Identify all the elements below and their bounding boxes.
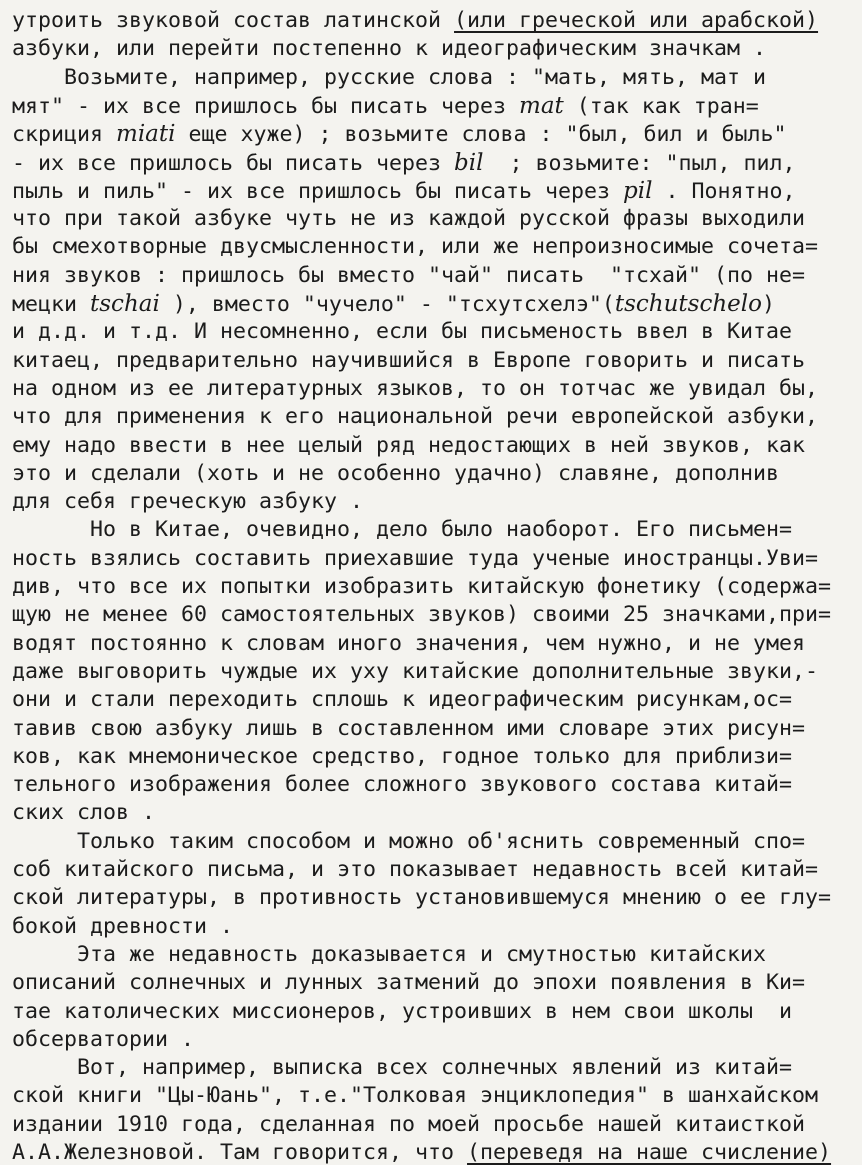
typed-text: для себя греческую азбуку . xyxy=(12,489,364,515)
typed-text: и д.д. и т.д. И несомненно, если бы письменость ввел в Китае xyxy=(12,319,793,345)
typed-text: ; возьмите: "пыл, пил, xyxy=(483,150,796,176)
typed-text: ность взялись составить приехавшие туда ученые иностранцы.Уви= xyxy=(12,545,819,571)
typed-text: щую не менее 60 самостоятельных звуков) своими 25 значками,при= xyxy=(12,602,832,628)
underlined-text: (или греческой или арабской) xyxy=(454,8,819,33)
typed-text: ), вместо "чучело" - "тсхутсхелэ"( xyxy=(159,292,615,317)
typed-text: . Понятно, xyxy=(652,178,796,204)
text-line xyxy=(12,1136,852,1165)
typed-text: бы смехотворные двусмысленности, или же непроизносимые сочета= xyxy=(12,234,819,260)
typed-text: что при такой азбуке чуть не из каждой русской фразы выходили xyxy=(12,206,806,232)
handwritten-word: mat xyxy=(519,92,564,119)
typed-text: мят" - их все пришлось бы писать через xyxy=(12,93,520,119)
typed-text: мецки xyxy=(12,292,91,317)
typed-text: они и стали переходить сплошь к идеографическим рисункам,ос= xyxy=(12,687,793,713)
underlined-text: (переведя на наше счисление) xyxy=(467,1140,832,1165)
typed-text: азбуки, или перейти постепенно к идеографическим значкам . xyxy=(12,36,767,62)
typed-text: это и сделали (хоть и не особенно удачно) славяне, дополнив xyxy=(12,460,780,486)
typed-text: скриция xyxy=(12,122,117,148)
typed-text: тавив свою азбуку лишь в составленном ими словаре этих рисун= xyxy=(12,715,806,741)
typed-text: А.А.Железновой. Там говорится, что xyxy=(12,1140,468,1165)
typed-text: описаний солнечных и лунных затмений до эпохи появления в Ки= xyxy=(12,970,806,996)
handwritten-word: bil xyxy=(454,149,484,176)
typed-text: Только таким способом и можно об'яснить современный спо= xyxy=(12,828,806,854)
handwritten-word: tschai xyxy=(90,291,160,317)
typed-text: даже выговорить чуждые их уху китайские дополнительные звуки,- xyxy=(12,658,819,684)
typed-text: обсерватории . xyxy=(12,1026,195,1052)
typed-text: бокой древности . xyxy=(12,913,234,939)
handwritten-word: pil xyxy=(623,177,653,204)
typed-text: Вот, например, выписка всех солнечных явлений из китай= xyxy=(12,1055,793,1081)
typed-text: на одном из ее литературных языков, то он тотчас же увидал бы, xyxy=(12,375,819,401)
typed-text: ской книги "Цы-Юань", т.е."Толковая энциклопедия" в шанхайском xyxy=(12,1083,819,1109)
typed-text: издании 1910 года, сделанная по моей просьбе нашей китаисткой xyxy=(12,1111,806,1137)
typed-text: Возьмите, например, русские слова : "мать, мять, мат и xyxy=(12,64,767,90)
typed-text: пыль и пиль" - их все пришлось бы писать через xyxy=(12,178,624,204)
typed-text: соб китайского письма, и это показывает недавность всей китай= xyxy=(12,857,819,882)
typed-text: водят постоянно к словам иного значения, чем нужно, и не умея xyxy=(12,630,806,656)
typed-text: (так как тран= xyxy=(563,93,759,119)
handwritten-word: tschutschelo xyxy=(614,291,762,317)
typed-text: утроить звуковой состав латинской xyxy=(12,8,455,33)
typed-text: ской литературы, в противность установившемуся мнению о ее глу= xyxy=(12,885,832,911)
typed-text: ему надо ввести в нее целый ряд недостающих в ней звуков, как xyxy=(12,432,806,458)
typed-text: тельного изображения более сложного звукового состава китай= xyxy=(12,772,793,798)
typed-text: тае католических миссионеров, устроивших в нем свои школы и xyxy=(12,998,793,1024)
typed-text: китаец, предварительно научившийся в Европе говорить и писать xyxy=(12,347,806,373)
typed-text: ских слов . xyxy=(12,800,156,826)
handwritten-word: miati xyxy=(116,121,176,148)
typed-text: ков, как мнемоническое средство, годное только для приблизи= xyxy=(12,743,793,769)
typed-text: ния звуков : пришлось бы вместо "чай" писать "тсхай" (по не= xyxy=(12,262,806,288)
typed-text: что для применения к его национальной речи европейской азбуки, xyxy=(12,404,819,430)
typed-text: ) xyxy=(761,292,775,317)
typed-text: Эта же недавность доказывается и смутностью китайских xyxy=(12,941,767,967)
typed-text: Но в Китае, очевидно, дело было наоборот. Его письмен= xyxy=(12,517,793,543)
typed-text: - их все пришлось бы писать через xyxy=(12,150,455,176)
typed-text: еще хуже) ; возьмите слова : "был, бил и быль" xyxy=(175,122,787,148)
typed-text: див, что все их попытки изобразить китайскую фонетику (содержа= xyxy=(12,574,832,599)
